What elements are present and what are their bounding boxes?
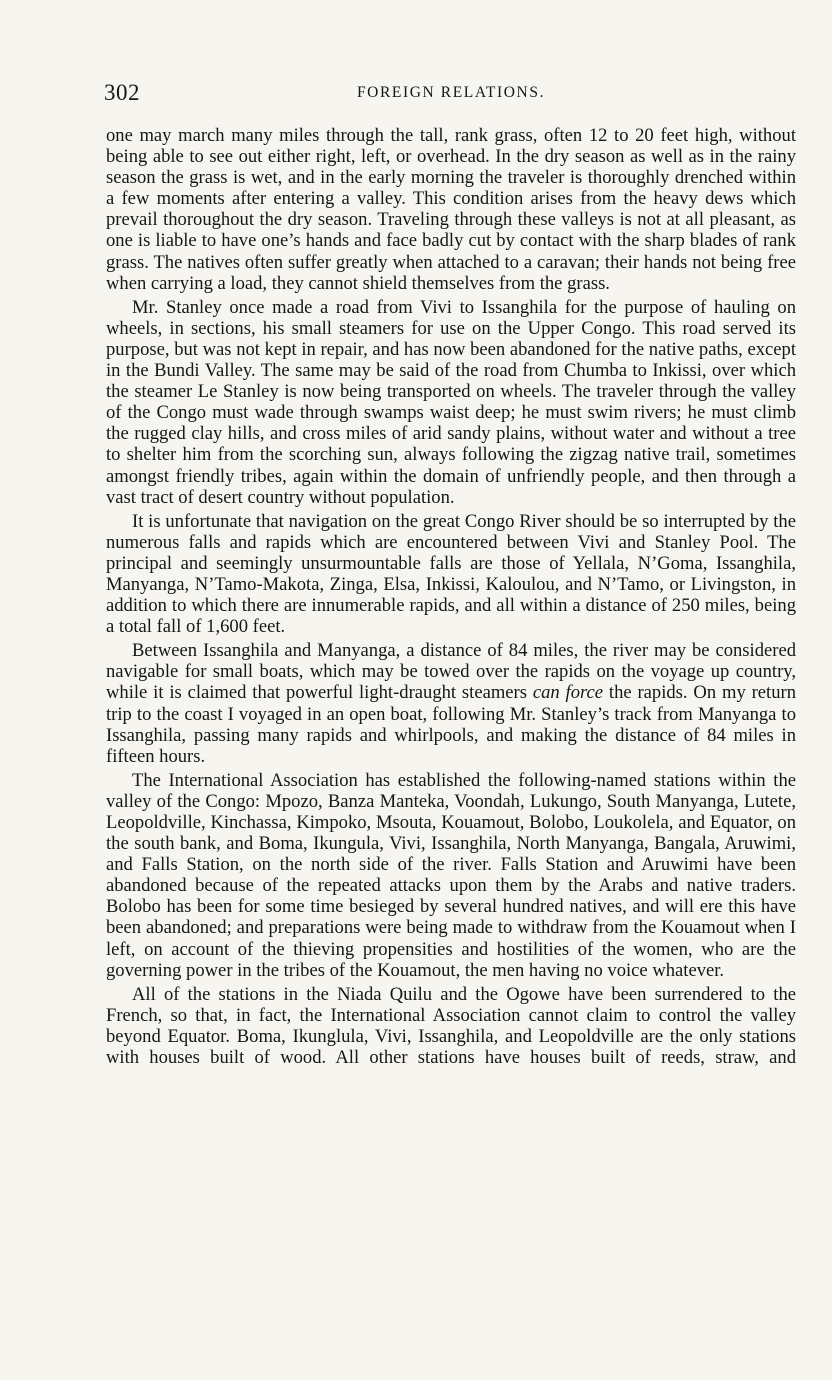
paragraph-stanley-road: Mr. Stanley once made a road from Vivi to Issanghila for the purpose of hauling on wheels, in sections, his small steamers for use on the Upper Congo. This road served its purpose, but was not kept in repair, and has now been abandoned for the native paths, except in the Bundi Valley. The same may be said of the road from Chumba to Inkissi, over which the steamer Le Stanley is now being transported on wheels. The traveler through the valley of the Congo must wade through swamps waist deep; he must swim rivers; he must climb the rugged clay hills, and cross miles of arid sandy plains, without water and without a tree to shelter him from the scorching sun, always following the zigzag native trail, sometimes amongst friendly tribes, again within the domain of unfriendly people, and then through a vast tract of desert country without population. <box>106 296 796 508</box>
page-header <box>104 80 798 110</box>
paragraph-navigable-section <box>106 640 796 767</box>
paragraph-text: Between Issanghila and Manyanga, a distance of 84 miles, the river may be considered navigable for small boats, which may be towed over the rapids on the voyage up country, while it is claimed that powerful light-draught steamers <box>106 640 796 704</box>
paragraph-text: the rapids. On my return trip to the coast I voyaged in an open boat, following Mr. Stanley’s track from Manyanga to Issanghila, passing many rapids and whirlpools, and making the distance of 84 miles in fifteen hours. <box>106 682 796 767</box>
paragraph-falls-rapids: It is unfortunate that navigation on the great Congo River should be so interrupted by the numerous falls and rapids which are encountered between Vivi and Stanley Pool. The principal and seemingly unsurmountable falls are those of Yellala, N’Goma, Issanghila, Manyanga, N’Tamo-Makota, Zinga, Elsa, Inkissi, Kaloulou, and N’Tamo, or Livingston, in addition to which there are innumerable rapids, and all within a distance of 250 miles, being a total fall of 1,600 feet. <box>106 510 796 638</box>
running-head: FOREIGN RELATIONS. <box>356 84 546 101</box>
paragraph-stations: The International Association has established the following-named stations within the valley of the Congo: Mpozo, Banza Manteka, Voondah, Lukungo, South Manyanga, Lutete, Leopoldville, Kinchassa, Kimpoko, Msouta, Kouamout, Bolobo, Loukolela, and Equator, on the south bank, and Boma, Ikungula, Vivi, Issanghila, North Manyanga, Bangala, Aruwimi, and Falls Station, on the north side of the river. Falls Station and Aruwimi have been abandoned because of the repeated attacks upon them by the Arabs and native traders. Bolobo has been for some time besieged by several hundred natives, and will ere this have been abandoned; and preparations were being made to withdraw from the Kouamout when I left, on account of the thieving propensities and hostilities of the women, who are the governing power in the tribes of the Kouamout, the men having no voice whatever. <box>106 769 796 981</box>
paragraph-continuation: one may march many miles through the tall, rank grass, often 12 to 20 feet high, without being able to see out either right, left, or overhead. In the dry season as well as in the rainy season the grass is wet, and in the early morning the traveler is thoroughly drenched within a few moments after entering a valley. This condition arises from the heavy dews which prevail thoroughout the dry season. Traveling through these valleys is not at all pleasant, as one is liable to have one’s hands and face badly cut by contact with the sharp blades of rank grass. The natives often suffer greatly when attached to a caravan; their hands not being free when carrying a load, they cannot shield themselves from the grass. <box>106 125 796 294</box>
page-number: 302 <box>104 80 140 105</box>
body-text <box>106 125 796 1068</box>
paragraph-french-surrender: All of the stations in the Niada Quilu and the Ogowe have been surrendered to the French, so that, in fact, the International Association cannot claim to control the valley beyond Equator. Boma, Ikunglula, Vivi, Issanghila, and Leopoldville are the only stations with houses built of wood. All other stations have houses built of reeds, straw, and <box>106 983 796 1069</box>
italic-phrase: can force <box>532 682 604 704</box>
